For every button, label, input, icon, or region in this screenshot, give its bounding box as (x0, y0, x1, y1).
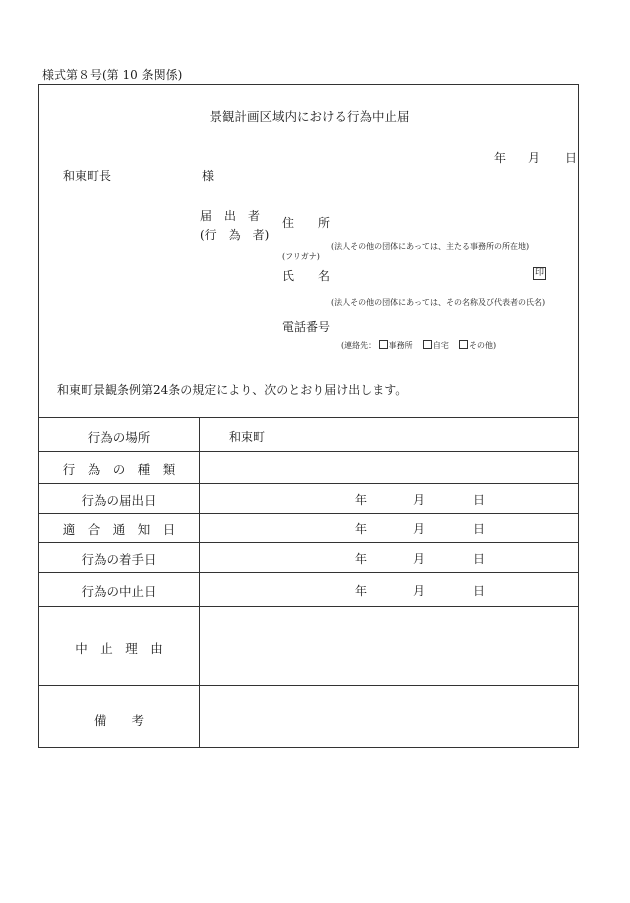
actor-label: (行 為 者) (200, 228, 270, 242)
applicant-label: 届 出 者 (200, 209, 261, 223)
start-date-month: 月 (413, 552, 426, 566)
addressee: 和東町長 (63, 169, 112, 183)
compliance-date-label: 適 合 通 知 日 (62, 522, 176, 537)
form-number: 様式第８号(第 10 条関係) (42, 68, 183, 82)
compliance-date-year: 年 (355, 522, 368, 536)
header-date-year: 年 (494, 151, 507, 165)
contact-prefix: (連絡先： (341, 341, 377, 350)
row-divider (39, 513, 578, 514)
row-divider (39, 685, 578, 686)
header-date-day: 日 (565, 151, 578, 165)
remarks-label: 備 考 (93, 713, 144, 728)
header-date-month: 月 (528, 151, 541, 165)
notify-date-year: 年 (355, 493, 368, 507)
statement: 和東町景観条例第24条の規定により、次のとおり届け出します。 (57, 383, 408, 397)
contact-home-checkbox[interactable] (423, 340, 432, 349)
stop-date-month: 月 (413, 584, 426, 598)
row-divider (39, 572, 578, 573)
compliance-date-month: 月 (413, 522, 426, 536)
row-divider (39, 542, 578, 543)
address-note: (法人その他の団体にあっては、主たる事務所の所在地) (331, 242, 530, 251)
stop-date-day: 日 (473, 584, 486, 598)
contact-other-label: その他) (469, 341, 497, 350)
stop-date-year: 年 (355, 584, 368, 598)
contact-office-checkbox[interactable] (379, 340, 388, 349)
location-label: 行為の場所 (87, 430, 151, 445)
stop-date-label: 行為の中止日 (81, 584, 157, 599)
start-date-label: 行為の着手日 (81, 552, 157, 567)
notify-date-month: 月 (413, 493, 426, 507)
contact-other-checkbox[interactable] (459, 340, 468, 349)
honorific: 様 (202, 169, 215, 183)
table-column-divider (199, 417, 200, 747)
name-label: 氏 名 (282, 269, 331, 283)
compliance-date-day: 日 (473, 522, 486, 536)
contact-home-label: 自宅 (432, 341, 449, 350)
table-top-border (39, 417, 578, 418)
form-title: 景観計画区域内における行為中止届 (209, 109, 410, 124)
notify-date-label: 行為の届出日 (81, 493, 157, 508)
form-box (38, 84, 579, 748)
location-value: 和束町 (229, 430, 266, 444)
furigana-label: (フリガナ) (282, 252, 320, 261)
start-date-year: 年 (355, 552, 368, 566)
row-divider (39, 606, 578, 607)
type-label: 行 為 の 種 類 (62, 462, 176, 477)
seal-mark: 印 (535, 268, 545, 278)
row-divider (39, 451, 578, 452)
address-label: 住 所 (282, 216, 331, 230)
contact-office-label: 事務所 (388, 341, 413, 350)
row-divider (39, 483, 578, 484)
start-date-day: 日 (473, 552, 486, 566)
name-note: (法人その他の団体にあっては、その名称及び代表者の氏名) (331, 298, 546, 307)
phone-label: 電話番号 (282, 320, 331, 334)
reason-label: 中 止 理 由 (75, 641, 163, 656)
notify-date-day: 日 (473, 493, 486, 507)
contact-options (341, 340, 496, 351)
